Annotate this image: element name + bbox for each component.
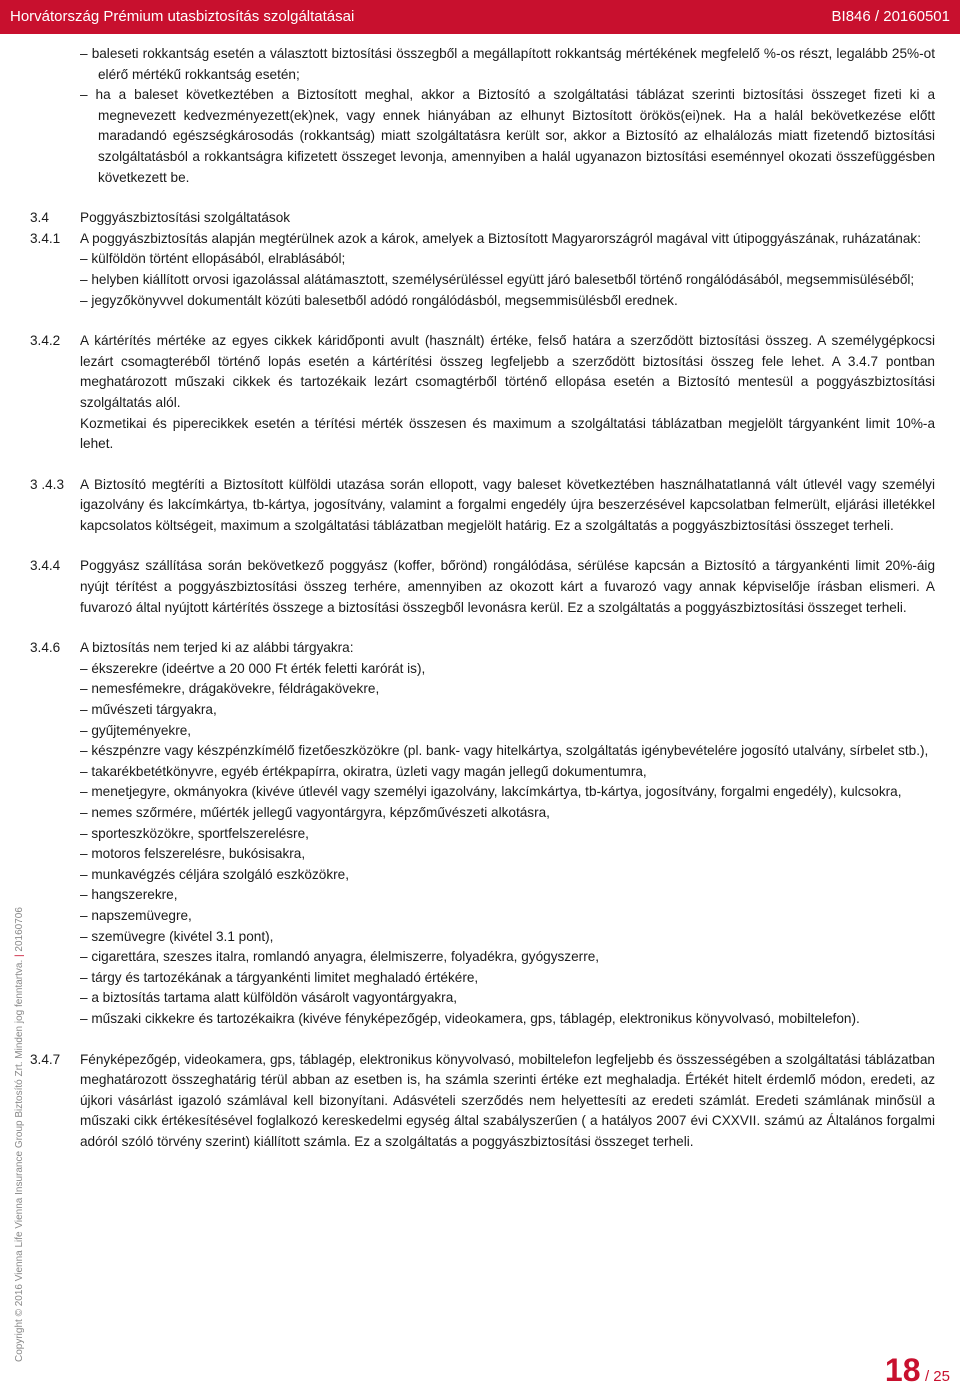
list-item: – cigarettára, szeszes italra, romlandó anyagra, élelmiszerre, folyadékra, gyógyszerre, <box>80 949 600 965</box>
header-bar <box>0 0 960 34</box>
list-item: – nemes szőrmére, műérték jellegű vagyontárgyra, képzőművészeti alkotásra, <box>80 805 550 820</box>
section-number: 3.4.6 <box>30 640 61 656</box>
section-text: Kozmetikai és piperecikkek esetén a térítési mérték összesen és maximum a szolgáltatási táblázatban megjelölt tárgyanként limit 10%-a lehet. <box>80 415 935 452</box>
section-text: Fényképezőgép, videokamera, gps, táblagép, elektronikus könyvolvasó, mobiltelefon legfeljebb és összességében a szolgáltatási táblázatban meghatározott összeghatárig térül abban az esetben is, ha számla szerinti értéke ezt meghaladja. Értékét hitelt érdemlő módon, eredeti, az újkori vásárlást igazoló számlával kell bizonyítani. Adásvételi szerződés nem helyettesíti az eredeti számlát. Eredeti számlának minősül a műszaki cikk értékesítésével foglalkozó kereskedelmi egység által szabályszerűen ( a hatályos 2007 évi CXXVII. számú az Általános forgalmi adóról szóló törvény szerint) kiállított számla. Ez a szolgáltatás a poggyászbiztosítási összeget terheli. <box>80 1051 935 1149</box>
section-3-4-1 <box>30 229 935 311</box>
list-item: – a biztosítás tartama alatt külföldön vásárolt vagyontárgyakra, <box>80 990 458 1006</box>
list-item: – jegyzőkönyvvel dokumentált közúti balesetből adódó rongálódásból, megsemmisülésből erednek. <box>80 292 678 308</box>
list-item: – ékszerekre (ideértve a 20 000 Ft érték feletti karórát is), <box>80 660 426 676</box>
list-item: – motoros felszerelésre, bukósisakra, <box>80 846 306 862</box>
section-3-4-6 <box>30 638 935 1029</box>
section-number: 3 .4.3 <box>30 476 65 492</box>
section-3-4-4 <box>30 556 935 618</box>
list-item: – hangszerekre, <box>80 887 178 903</box>
list-item: – szemüvegre (kivétel 3.1 pont), <box>80 928 274 944</box>
copyright-sidebar <box>14 907 25 1362</box>
list-item: – gyűjteményekre, <box>80 722 192 738</box>
list-item: – tárgy és tartozékának a tárgyankénti limitet meghaladó értékére, <box>80 969 479 985</box>
section-number: 3.4.7 <box>30 1051 61 1067</box>
section-number: 3.4.4 <box>30 558 61 574</box>
list-item: – műszaki cikkekre és tartozékaikra (kivéve fényképezőgép, videokamera, gps, táblagép, elektronikus könyvolvasó, mobiltelefon). <box>80 1010 860 1026</box>
section-number: 3.4.2 <box>30 333 61 349</box>
section-text: A kártérítés mértéke az egyes cikkek káridőponti avult (használt) értéke, felső határa a szerződött biztosítási összeg. A személygépkocsi lezárt csomagteréből történő lopás esetén a kártérítési összeg legfeljebb a szerződött biztosítási összeg fele lehet. A 3.4.7 pontban meghatározott műszaki cikkek és tartozékaik lezárt csomagtérből történő ellopása esetén a Biztosító mentesül a poggyászbiztosítási szolgáltatás alól. <box>80 333 935 410</box>
section-text: A Biztosító megtéríti a Biztosított külföldi utazása során ellopott, vagy baleset következtében használhatatlanná vált útlevél vagy személyi igazolvány és lakcímkártya, tb-kártya, jogosítvány, valamint a forgalmi engedély újra beszerzésével kapcsolatban felmerült, eljárási illetékkel kapcsolatos költségeit, maximum a szolgáltatási táblázatban megjelölt határig. Ez a szolgáltatás a poggyászbiztosítási összeget terheli. <box>80 476 935 533</box>
section-heading <box>30 208 935 229</box>
intro-item: – ha a baleset következtében a Biztosított meghal, akkor a Biztosító a szolgáltatási táblázat szerinti biztosítási összeget fizeti ki a megnevezett kedvezményezett(ek)nek, vagy ennek hiányában az elhunyt Biztosított örökös(ei)nek. Ha a halál bekövetkezése előtt maradandó egészségkárosodás (rokkantság) miatt szolgáltatásra került sor, akkor a Biztosító az elhalálozás miatt fizetendő biztosítási szolgáltatásból a rokkantságra kifizetett összeget levonja, amennyiben a halál ugyanazon biztosítási eseménnyel okozati összefüggésben következett be. <box>80 87 935 185</box>
section-text: A poggyászbiztosítás alapján megtérülnek azok a károk, amelyek a Biztosított Magyarországról magával vitt útipoggyászának, ruházatának: <box>80 230 921 246</box>
section-text: A biztosítás nem terjed ki az alábbi tárgyakra: <box>80 640 354 656</box>
list-item: – sporteszközökre, sportfelszerelésre, <box>80 825 309 841</box>
document-title: Horvátország Prémium utasbiztosítás szolgáltatásai <box>10 8 355 25</box>
section-title: Poggyászbiztosítási szolgáltatások <box>80 210 291 226</box>
list-item: – külföldön történt ellopásából, elrablásából; <box>80 251 346 267</box>
page-number <box>885 1352 950 1389</box>
page-content <box>30 44 935 1153</box>
list-item: – menetjegyre, okmányokra (kivéve útlevél vagy személyi igazolvány, lakcímkártya, tb-kártya, jogosítvány, forgalmi engedély), kulcsokra, <box>80 784 902 800</box>
list-item: – készpénzre vagy készpénzkímélő fizetőeszközökre (pl. bank- vagy hitelkártya, szolgáltatás igénybevételére jogosító utalvány, sírbelet stb.), <box>80 743 929 759</box>
intro-block <box>30 44 935 188</box>
document-code: BI846 / 20160501 <box>831 8 950 25</box>
list-item: – munkavégzés céljára szolgáló eszközökre, <box>80 866 349 882</box>
list-item: – takarékbetétkönyvre, egyéb értékpapírra, okiratra, üzleti vagy magán jellegű dokumentumra, <box>80 763 647 779</box>
list-item: – napszemüvegre, <box>80 907 192 923</box>
list-item: – helyben kiállított orvosi igazolással alátámasztott, személysérüléssel együtt járó balesetből történő rongálódásából, megsemmisüléséből; <box>80 271 915 287</box>
section-number: 3.4.1 <box>30 230 61 246</box>
list-item: – nemesfémekre, drágakövekre, féldrágakövekre, <box>80 681 380 697</box>
intro-item: – baleseti rokkantság esetén a választott biztosítási összegből a megállapított rokkantság mértékének megfelelő %-os részt, legalább 25%-ot elérő mértékű rokkantság esetén; <box>80 46 935 82</box>
section-number: 3.4 <box>30 210 49 226</box>
list-item: – művészeti tárgyakra, <box>80 702 217 718</box>
copyright-text: Copyright © 2016 Vienna Life Vienna Insurance Group Biztosító Zrt. Minden jog fenntartva. <box>14 959 25 1362</box>
page-total: / 25 <box>924 1368 950 1385</box>
section-3-4-7 <box>30 1050 935 1153</box>
separator: | <box>14 951 25 960</box>
page-current: 18 <box>884 1352 921 1388</box>
copyright-date: 20160706 <box>14 907 25 952</box>
section-3-4-3 <box>30 475 935 537</box>
section-text: Poggyász szállítása során bekövetkező poggyász (koffer, bőrönd) rongálódása, sérülése kapcsán a Biztosító a tárgyankénti limit 20%-áig nyújt térítést a poggyászbiztosítási összeg terhére, amennyiben az okozott kárt a fuvarozó vagy annak képviselője írásban elismeri. A fuvarozó által nyújtott kártérítés összege a biztosítási összegből levonásra kerül. Ez a szolgáltatás a poggyászbiztosítási összeget terheli. <box>80 558 935 615</box>
section-3-4-2 <box>30 331 935 455</box>
